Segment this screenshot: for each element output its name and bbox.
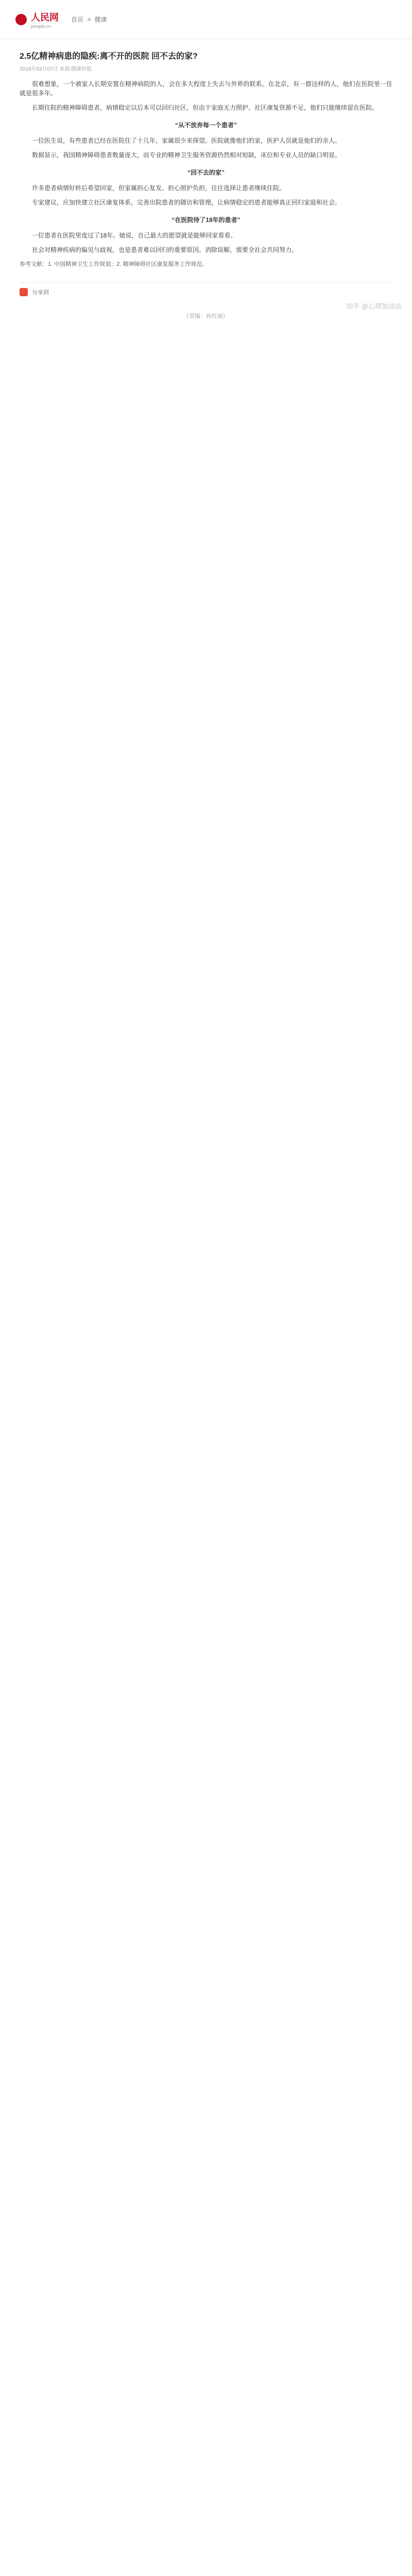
paragraph: 很难想象，一个被家人长期安置在精神病院的人，会在多大程度上失去与外界的联系。在北京，有一群这样的人，他们在医院里一住就是很多年。 (20, 80, 392, 97)
section-heading: “在医院待了18年的患者” (171, 216, 241, 224)
breadcrumb-home[interactable]: 首页 (71, 16, 84, 23)
share-label: 分享到 (32, 290, 49, 296)
section-heading: “回不去的家” (187, 169, 225, 176)
logo-text: 人民网 (31, 12, 59, 23)
paragraph: 许多患者病情好转后希望回家，但家属担心复发、担心照护负担，往往选择让患者继续住院。 (32, 184, 286, 192)
paragraph: 一位患者在医院里度过了18年。她说，自己最大的愿望就是能够回家看看。 (32, 232, 237, 239)
references: 参考文献：1. 中国精神卫生工作规划；2. 精神障碍社区康复服务工作规范。 (20, 261, 208, 267)
share-bar (20, 282, 392, 296)
paragraph: 一位医生说，有些患者已经在医院住了十几年，家属很少来探望。医院就像他们的家，医护人员就是他们的亲人。 (32, 137, 341, 144)
breadcrumb (71, 15, 109, 24)
logo-icon (15, 14, 27, 25)
logo-subtext: people.cn (31, 23, 52, 29)
site-logo[interactable] (15, 10, 59, 29)
watermark: 知乎 @心理加油站 (346, 302, 402, 310)
article (0, 39, 412, 320)
article-title: 2.5亿精神病患的隐疾:离不开的医院 回不去的家? (20, 52, 198, 61)
article-meta: 2019年03月07日 来源:健康时报 (20, 66, 92, 72)
paragraph: 长期住院的精神障碍患者，病情稳定以后本可以回归社区，但由于家庭无力照护、社区康复资源不足，他们只能继续留在医院。 (32, 104, 379, 111)
breadcrumb-section[interactable]: 健康 (94, 16, 107, 23)
top-bar (0, 0, 412, 39)
article-body (20, 79, 392, 269)
share-icon[interactable] (20, 288, 28, 296)
section-heading: “从不放弃每一个患者” (175, 122, 237, 129)
editor-credit: （责编：孙红丽） (183, 313, 229, 319)
paragraph: 数据显示，我国精神障碍患者数量庞大，而专业的精神卫生服务资源仍然相对短缺，床位和专业人员的缺口明显。 (32, 151, 341, 159)
paragraph: 社会对精神疾病的偏见与歧视，也是患者难以回归的重要原因。消除误解，需要全社会共同努力。 (32, 246, 298, 253)
page (0, 0, 412, 320)
breadcrumb-separator: > (87, 16, 91, 23)
paragraph: 专家建议，应加快建立社区康复体系，完善出院患者的随访和管理，让病情稳定的患者能够真正回归家庭和社会。 (32, 199, 341, 206)
